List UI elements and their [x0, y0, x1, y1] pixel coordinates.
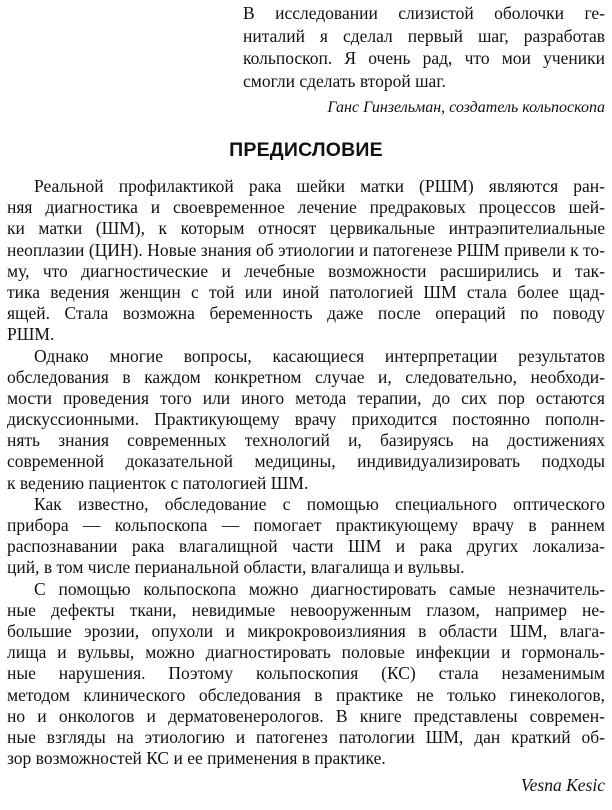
text-line: няя диагностика и своевременное лечение предраковых процессов шей- [7, 197, 605, 218]
preface-text [7, 176, 605, 769]
text-line: ные взгляды на этиологию и патогенез патологии ШМ, дан краткий об- [7, 726, 605, 747]
text-line: зор возможностей КС и ее применения в практике. [7, 748, 386, 769]
text-line: Реальной профилактикой рака шейки матки (РШМ) являются ран- [34, 176, 605, 196]
text-line: нять знания современных технологий и, базируясь на достижениях [7, 430, 605, 451]
text-line: распознавании рака влагалищной части ШМ и рака других локализа- [7, 536, 605, 557]
text-line: методом клинического обследования в практике не только гинекологов, [7, 684, 605, 705]
signature: Vesna Kesic [520, 775, 605, 795]
text-line: неоплазии (ЦИН). Новые знания об этиологии и патогенезе РШМ привели к то- [7, 239, 605, 260]
text-line: ки матки (ШМ), к которым относят цервикальные интраэпителиальные [7, 218, 605, 239]
text-line: тика ведения женщин с той или иной патологией ШМ стала более щад- [7, 281, 605, 302]
text-line: ные дефекты ткани, невидимые невооруженным глазом, например не- [7, 599, 605, 620]
text-line: современной доказательной медицины, индивидуализировать подходы [7, 451, 605, 472]
text-line: ций, в том числе перианальной области, влагалища и вульвы. [7, 557, 465, 578]
text-line: лища и вульвы, можно диагностировать половые инфекции и гормональ- [7, 642, 605, 663]
epigraph-author: Ганс Гинзельман, создатель кольпоскопа [327, 99, 605, 116]
text-line: мости проведения того или иного метода терапии, до сих пор остаются [7, 387, 605, 408]
text-line: к ведению пациенток с патологией ШМ. [7, 472, 309, 493]
text-line: но и онкологов и дерматовенерологов. В книге представлены современ- [7, 705, 605, 726]
text-line: прибора — кольпоскопа — помогает практикующему врачу в раннем [7, 515, 605, 535]
text-line: дискуссионными. Практикующему врачу приходится постоянно пополн- [7, 409, 605, 430]
epigraph [243, 2, 605, 119]
text-line: обследования в каждом конкретном случае и, следовательно, необходи- [7, 366, 605, 387]
text-line: большие эрозии, опухоли и микрокровоизлияния в области ШМ, влага- [7, 620, 605, 641]
epigraph-line: ниталий я сделал первый шаг, разработав [243, 25, 605, 46]
text-line: С помощью кольпоскопа можно диагностировать самые незначитель- [34, 578, 605, 599]
text-line: му, что диагностические и лечебные возможности расширились и так- [7, 260, 605, 281]
text-line: ные нарушения. Поэтому кольпоскопия (КС) стала незаменимым [7, 663, 605, 684]
epigraph-line: В исследовании слизистой оболочки ге- [243, 3, 605, 23]
text-line: Однако многие вопросы, касающиеся интерпретации результатов [34, 345, 605, 366]
epigraph-line: смогли сделать второй шаг. [243, 70, 446, 91]
epigraph-line: кольпоскоп. Я очень рад, что мои ученики [243, 48, 605, 68]
text-line: Как известно, обследование с помощью специального оптического [34, 493, 605, 514]
page-title: ПРЕДИСЛОВИЕ [229, 139, 383, 161]
text-line: РШМ. [7, 324, 55, 345]
text-line: ящей. Стала возможна беременность даже после операций по поводу [7, 303, 605, 324]
